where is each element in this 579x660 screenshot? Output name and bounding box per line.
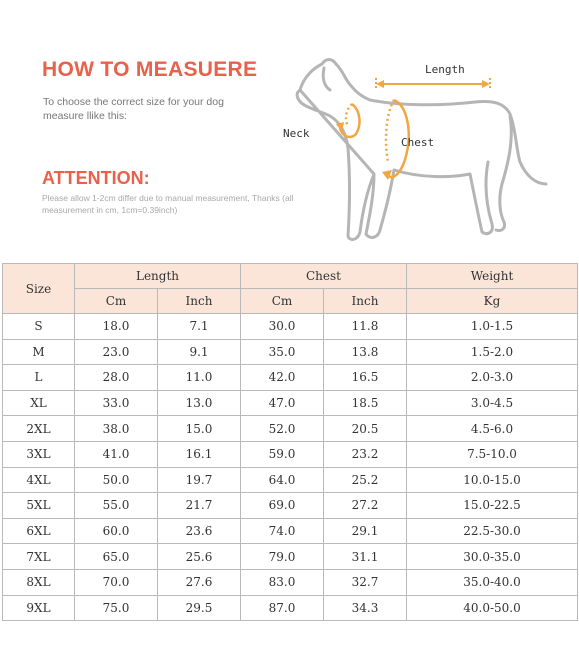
- weight-kg-cell: 2.0-3.0: [407, 365, 578, 391]
- attention-heading: ATTENTION:: [42, 168, 150, 188]
- length-inch-cell: 19.7: [158, 467, 241, 493]
- length-inch-cell: 25.6: [158, 544, 241, 570]
- length-cm-cell: 70.0: [75, 569, 158, 595]
- chest-cm-cell: 30.0: [241, 314, 324, 340]
- instructions-text: To choose the correct size for your dog measure llike this:: [43, 96, 224, 122]
- length-inch-cell: 27.6: [158, 569, 241, 595]
- weight-kg-cell: 15.0-22.5: [407, 493, 578, 519]
- length-inch-header: Inch: [158, 289, 241, 314]
- table-row: [3, 390, 578, 416]
- length-arrow: [376, 78, 490, 90]
- table-row: [3, 595, 578, 621]
- length-cm-cell: 38.0: [75, 416, 158, 442]
- size-chart-header: [3, 264, 578, 314]
- size-cell: XL: [3, 390, 75, 416]
- chest-cm-cell: 42.0: [241, 365, 324, 391]
- size-cell: 6XL: [3, 518, 75, 544]
- table-row: [3, 569, 578, 595]
- chest-cm-cell: 47.0: [241, 390, 324, 416]
- size-chart-body: [3, 314, 578, 621]
- table-row: [3, 416, 578, 442]
- chest-inch-cell: 20.5: [324, 416, 407, 442]
- weight-kg-cell: 22.5-30.0: [407, 518, 578, 544]
- size-column-header: Size: [3, 264, 75, 314]
- length-inch-cell: 7.1: [158, 314, 241, 340]
- length-inch-cell: 9.1: [158, 339, 241, 365]
- chest-cm-cell: 35.0: [241, 339, 324, 365]
- weight-kg-cell: 1.0-1.5: [407, 314, 578, 340]
- chest-inch-cell: 13.8: [324, 339, 407, 365]
- length-cm-cell: 41.0: [75, 441, 158, 467]
- table-row: [3, 493, 578, 519]
- chest-inch-cell: 23.2: [324, 441, 407, 467]
- length-group-header: Length: [75, 264, 241, 289]
- chest-inch-cell: 11.8: [324, 314, 407, 340]
- weight-group-header: Weight: [407, 264, 578, 289]
- chest-label: Chest: [401, 136, 435, 149]
- weight-kg-cell: 3.0-4.5: [407, 390, 578, 416]
- measure-guide-header: [0, 0, 579, 262]
- length-cm-cell: 60.0: [75, 518, 158, 544]
- length-cm-cell: 75.0: [75, 595, 158, 621]
- size-cell: 9XL: [3, 595, 75, 621]
- attention-note: Please allow 1-2cm differ due to manual measurement, Thanks (all measurement in cm, 1cm=0.39inch): [42, 193, 294, 215]
- chest-inch-cell: 31.1: [324, 544, 407, 570]
- table-row: [3, 339, 578, 365]
- chest-inch-cell: 16.5: [324, 365, 407, 391]
- chest-inch-header: Inch: [324, 289, 407, 314]
- length-cm-cell: 28.0: [75, 365, 158, 391]
- weight-kg-cell: 7.5-10.0: [407, 441, 578, 467]
- table-row: [3, 314, 578, 340]
- chest-inch-cell: 34.3: [324, 595, 407, 621]
- size-cell: 8XL: [3, 569, 75, 595]
- length-cm-cell: 55.0: [75, 493, 158, 519]
- chest-inch-cell: 29.1: [324, 518, 407, 544]
- size-cell: 4XL: [3, 467, 75, 493]
- chest-inch-cell: 18.5: [324, 390, 407, 416]
- table-row: [3, 518, 578, 544]
- chest-group-header: Chest: [241, 264, 407, 289]
- chest-cm-cell: 87.0: [241, 595, 324, 621]
- weight-kg-cell: 1.5-2.0: [407, 339, 578, 365]
- length-cm-cell: 50.0: [75, 467, 158, 493]
- size-cell: M: [3, 339, 75, 365]
- chest-cm-cell: 74.0: [241, 518, 324, 544]
- dog-measurement-diagram: [270, 44, 570, 260]
- length-cm-header: Cm: [75, 289, 158, 314]
- chest-cm-cell: 69.0: [241, 493, 324, 519]
- chest-cm-cell: 79.0: [241, 544, 324, 570]
- dog-outline: [297, 60, 546, 240]
- length-cm-cell: 33.0: [75, 390, 158, 416]
- chest-cm-cell: 59.0: [241, 441, 324, 467]
- length-inch-cell: 23.6: [158, 518, 241, 544]
- neck-label: Neck: [283, 127, 310, 140]
- chest-inch-cell: 32.7: [324, 569, 407, 595]
- chest-inch-cell: 27.2: [324, 493, 407, 519]
- length-inch-cell: 16.1: [158, 441, 241, 467]
- weight-kg-cell: 4.5-6.0: [407, 416, 578, 442]
- neck-arrow: [336, 104, 359, 137]
- weight-kg-cell: 35.0-40.0: [407, 569, 578, 595]
- chest-cm-header: Cm: [241, 289, 324, 314]
- size-chart-table: [2, 263, 578, 621]
- chest-inch-cell: 25.2: [324, 467, 407, 493]
- weight-kg-cell: 10.0-15.0: [407, 467, 578, 493]
- chest-cm-cell: 52.0: [241, 416, 324, 442]
- weight-kg-cell: 30.0-35.0: [407, 544, 578, 570]
- size-cell: 7XL: [3, 544, 75, 570]
- chest-cm-cell: 64.0: [241, 467, 324, 493]
- size-cell: 2XL: [3, 416, 75, 442]
- weight-kg-cell: 40.0-50.0: [407, 595, 578, 621]
- length-cm-cell: 65.0: [75, 544, 158, 570]
- length-inch-cell: 11.0: [158, 365, 241, 391]
- size-cell: S: [3, 314, 75, 340]
- length-label: Length: [425, 63, 465, 76]
- page-title: HOW TO MEASUERE: [42, 58, 258, 81]
- weight-kg-header: Kg: [407, 289, 578, 314]
- size-cell: 3XL: [3, 441, 75, 467]
- length-inch-cell: 21.7: [158, 493, 241, 519]
- table-row: [3, 544, 578, 570]
- table-row: [3, 365, 578, 391]
- size-cell: L: [3, 365, 75, 391]
- size-cell: 5XL: [3, 493, 75, 519]
- length-inch-cell: 15.0: [158, 416, 241, 442]
- length-cm-cell: 18.0: [75, 314, 158, 340]
- chest-cm-cell: 83.0: [241, 569, 324, 595]
- length-inch-cell: 13.0: [158, 390, 241, 416]
- table-row: [3, 467, 578, 493]
- table-row: [3, 441, 578, 467]
- length-inch-cell: 29.5: [158, 595, 241, 621]
- length-cm-cell: 23.0: [75, 339, 158, 365]
